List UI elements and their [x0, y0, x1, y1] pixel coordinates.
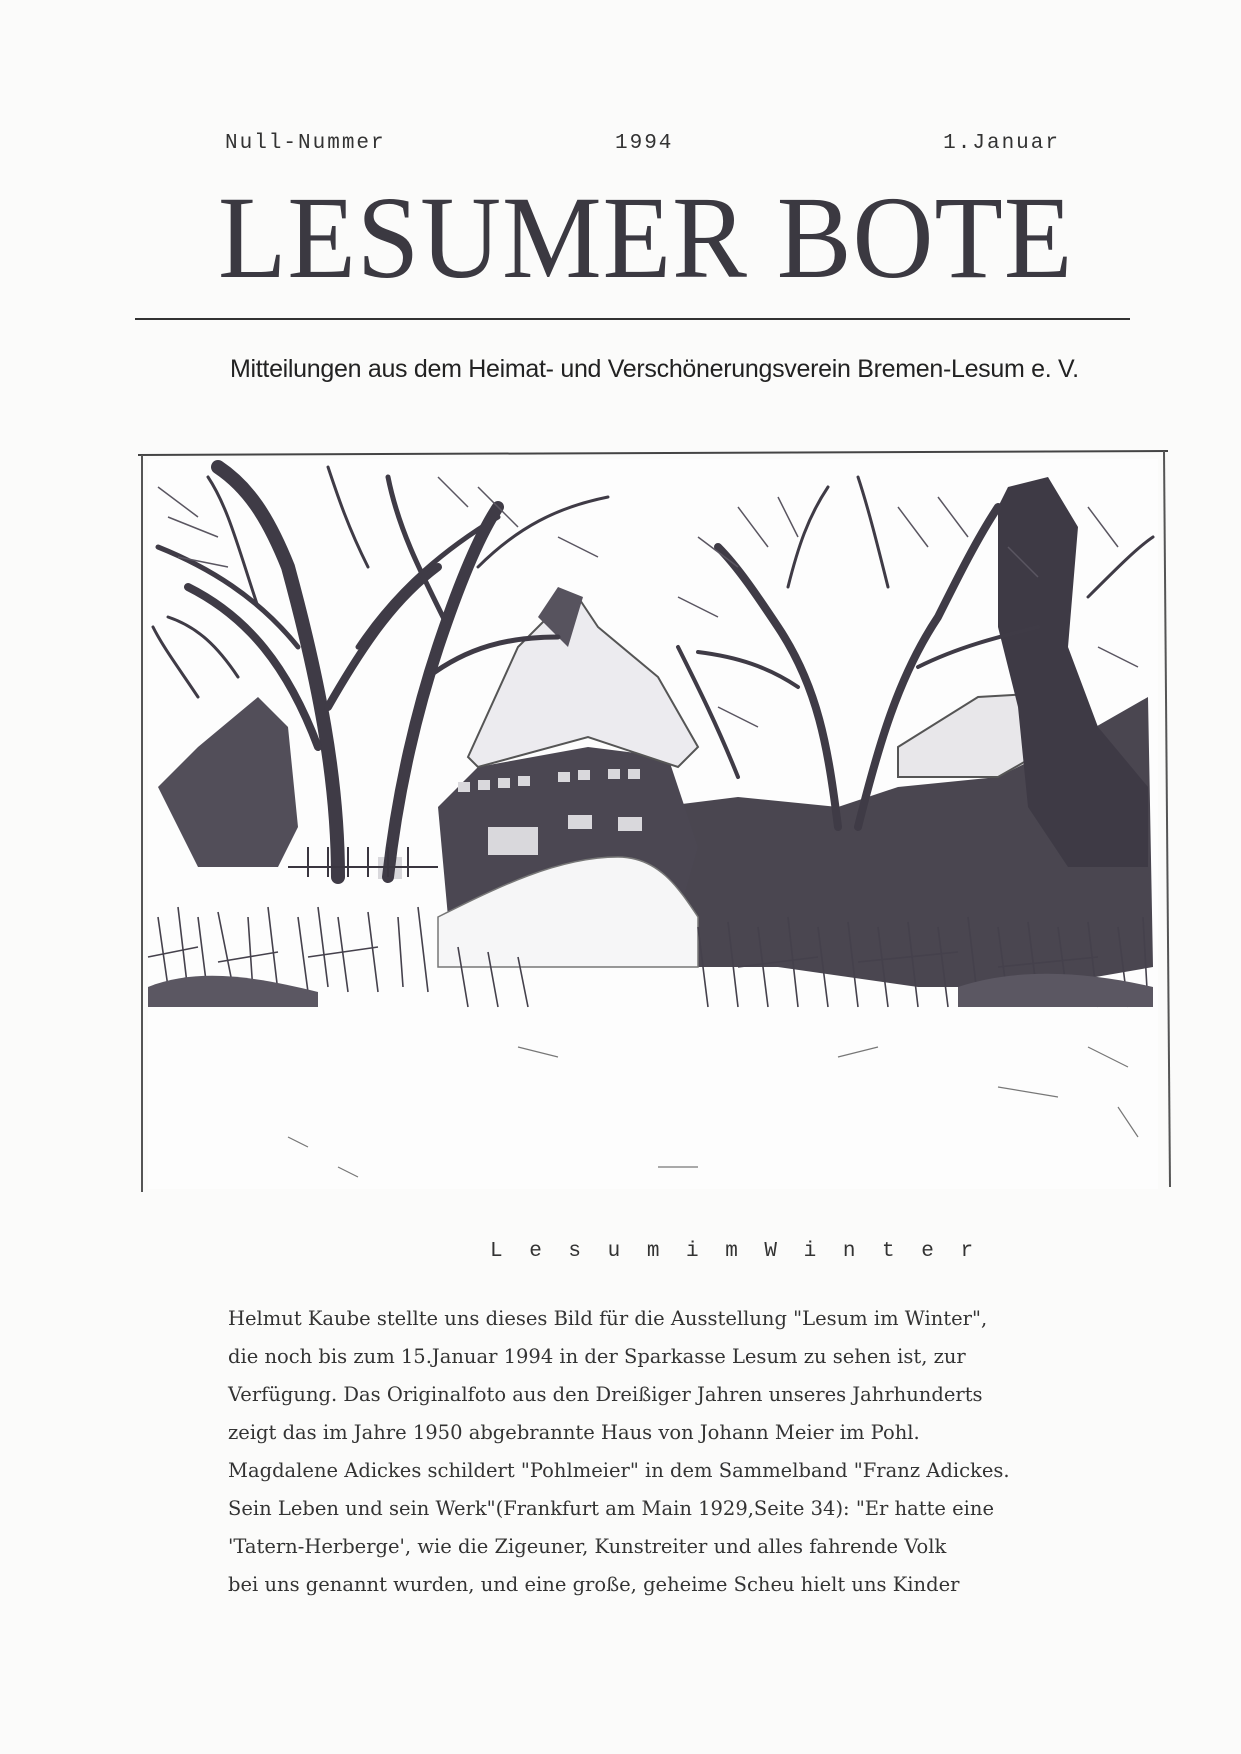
issue-date: 1.Januar [943, 132, 1060, 155]
winter-photo [138, 447, 1178, 1192]
masthead-title: LESUMER BOTE [218, 172, 1074, 303]
body-line: Sein Leben und sein Werk"(Frankfurt am Main 1929,Seite 34): "Er hatte eine [228, 1497, 995, 1520]
body-line: Verfügung. Das Originalfoto aus den Dreißiger Jahren unseres Jahrhunderts [228, 1383, 983, 1406]
body-line: bei uns genannt wurden, und eine große, geheime Scheu hielt uns Kinder [228, 1573, 960, 1596]
body-line: Helmut Kaube stellte uns dieses Bild für die Ausstellung "Lesum im Winter", [228, 1307, 988, 1330]
masthead-subtitle: Mitteilungen aus dem Heimat- und Verschönerungsverein Bremen-Lesum e. V. [230, 355, 1079, 383]
body-line: zeigt das im Jahre 1950 abgebrannte Haus von Johann Meier im Pohl. [228, 1421, 920, 1444]
issue-year: 1994 [615, 132, 674, 155]
photo-caption: L e s u m i m W i n t e r [490, 1240, 974, 1263]
body-line: Magdalene Adickes schildert "Pohlmeier" in dem Sammelband "Franz Adickes. [228, 1459, 1010, 1482]
body-line: die noch bis zum 15.Januar 1994 in der Sparkasse Lesum zu sehen ist, zur [228, 1345, 966, 1368]
article-body [228, 1300, 1158, 1604]
issue-label: Null-Nummer [225, 132, 386, 155]
issue-header [225, 132, 1060, 162]
body-line: 'Tatern-Herberge', wie die Zigeuner, Kunstreiter und alles fahrende Volk [228, 1535, 947, 1558]
masthead-rule [135, 318, 1130, 320]
